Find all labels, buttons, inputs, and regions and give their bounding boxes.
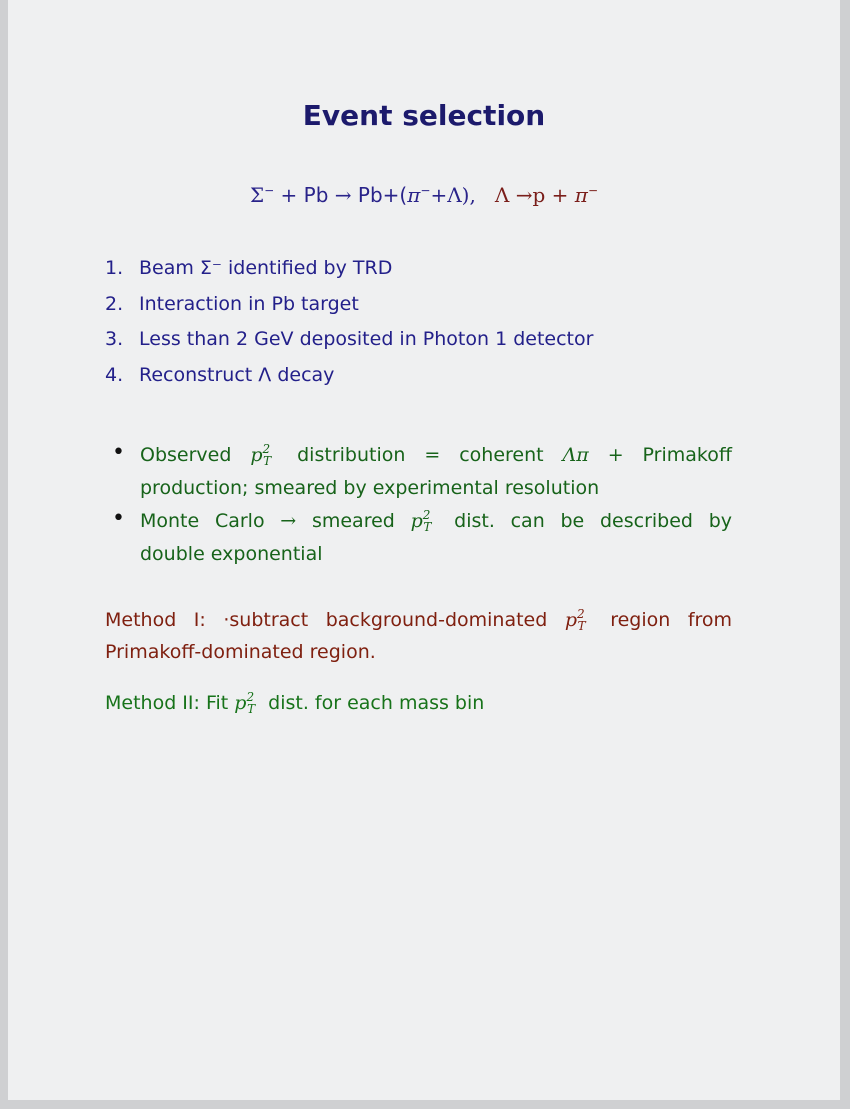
method-line	[105, 605, 732, 637]
word: I:	[193, 609, 206, 631]
method-two-suffix: dist. for each mass bin	[268, 692, 485, 714]
word: described	[599, 510, 693, 532]
lambda-symbol: Λ	[494, 183, 510, 207]
list-item	[105, 328, 593, 350]
word: Carlo	[214, 510, 265, 532]
method-two	[105, 692, 484, 714]
pt-sup: 2	[577, 607, 585, 621]
list-item	[105, 364, 334, 386]
word: coherent	[459, 444, 544, 466]
decay-arrow: →	[515, 183, 533, 207]
equals-sign: =	[424, 444, 441, 466]
word: Primakoff	[642, 444, 732, 466]
word: can	[510, 510, 545, 532]
word: Observed	[140, 444, 232, 466]
pion-symbol: π	[407, 183, 421, 207]
word: Method	[105, 609, 177, 631]
pt-sup: 2	[422, 508, 431, 522]
plus-sign: +	[607, 444, 624, 466]
method-two-prefix: Method II: Fit	[105, 692, 229, 714]
list-text: Reconstruct Λ decay	[139, 364, 335, 386]
pt-p: p	[564, 609, 578, 631]
sigma-charge: −	[264, 183, 275, 198]
word: by	[708, 510, 733, 532]
plus-sign: +	[280, 183, 298, 207]
word: dist.	[454, 510, 495, 532]
pt-squared	[411, 510, 439, 532]
slide-title: Event selection	[302, 99, 546, 132]
bullet-line: double exponential	[140, 543, 323, 565]
proton-symbol: p	[532, 183, 546, 207]
pt-squared	[565, 609, 593, 631]
pt-p: p	[234, 692, 247, 714]
pt-p: p	[410, 510, 423, 532]
word: region	[610, 609, 671, 631]
lambda-pi: Λπ	[562, 444, 589, 466]
list-item	[105, 257, 392, 279]
pt-sub: T	[247, 702, 256, 716]
bullet-line	[140, 506, 732, 539]
pt-sup: 2	[262, 442, 271, 456]
pt-p: p	[250, 444, 263, 466]
word: distribution	[297, 444, 406, 466]
lead-target: Pb	[303, 183, 329, 207]
pion-charge-2: −	[587, 183, 599, 198]
list-text: Less than 2 GeV deposited in Photon 1 detector	[139, 328, 594, 350]
pt-squared	[250, 444, 278, 466]
word: from	[687, 609, 733, 631]
bullet-line: production; smeared by experimental resolution	[140, 477, 600, 499]
slide-page	[8, 0, 840, 1100]
bullet-text	[140, 440, 732, 504]
reaction-arrow: →	[334, 183, 352, 207]
list-number: 4.	[105, 364, 124, 386]
word: smeared	[311, 510, 395, 532]
lead-product: Pb+(	[357, 183, 408, 207]
list-item	[105, 293, 359, 315]
lambda-product: +Λ),	[430, 183, 476, 207]
method-line: Primakoff-dominated region.	[105, 641, 376, 663]
word: Monte	[140, 510, 200, 532]
reaction-equation	[8, 183, 840, 207]
arrow-symbol: →	[280, 510, 297, 532]
list-number: 1.	[105, 257, 124, 279]
list-number: 2.	[105, 293, 124, 315]
plus-sign-2: +	[551, 183, 569, 207]
pt-sub: T	[423, 520, 432, 534]
pt-sub: T	[263, 454, 272, 468]
word: be	[560, 510, 585, 532]
bullet-icon: •	[112, 440, 125, 465]
pion-charge: −	[420, 183, 431, 198]
word: background-dominated	[325, 609, 548, 631]
bullet-text	[140, 506, 732, 570]
list-number: 3.	[105, 328, 124, 350]
sigma-symbol: Σ	[249, 183, 265, 207]
list-text: Beam Σ⁻ identified by TRD	[139, 257, 393, 279]
method-one	[105, 605, 732, 667]
pion-symbol-2: π	[574, 183, 588, 207]
word: ·subtract	[223, 609, 309, 631]
bullet-icon: •	[112, 506, 125, 531]
pt-sub: T	[577, 619, 586, 633]
pt-squared	[234, 692, 262, 714]
list-text: Interaction in Pb target	[139, 293, 359, 315]
bullet-line	[140, 440, 732, 473]
pt-sup: 2	[246, 690, 255, 704]
